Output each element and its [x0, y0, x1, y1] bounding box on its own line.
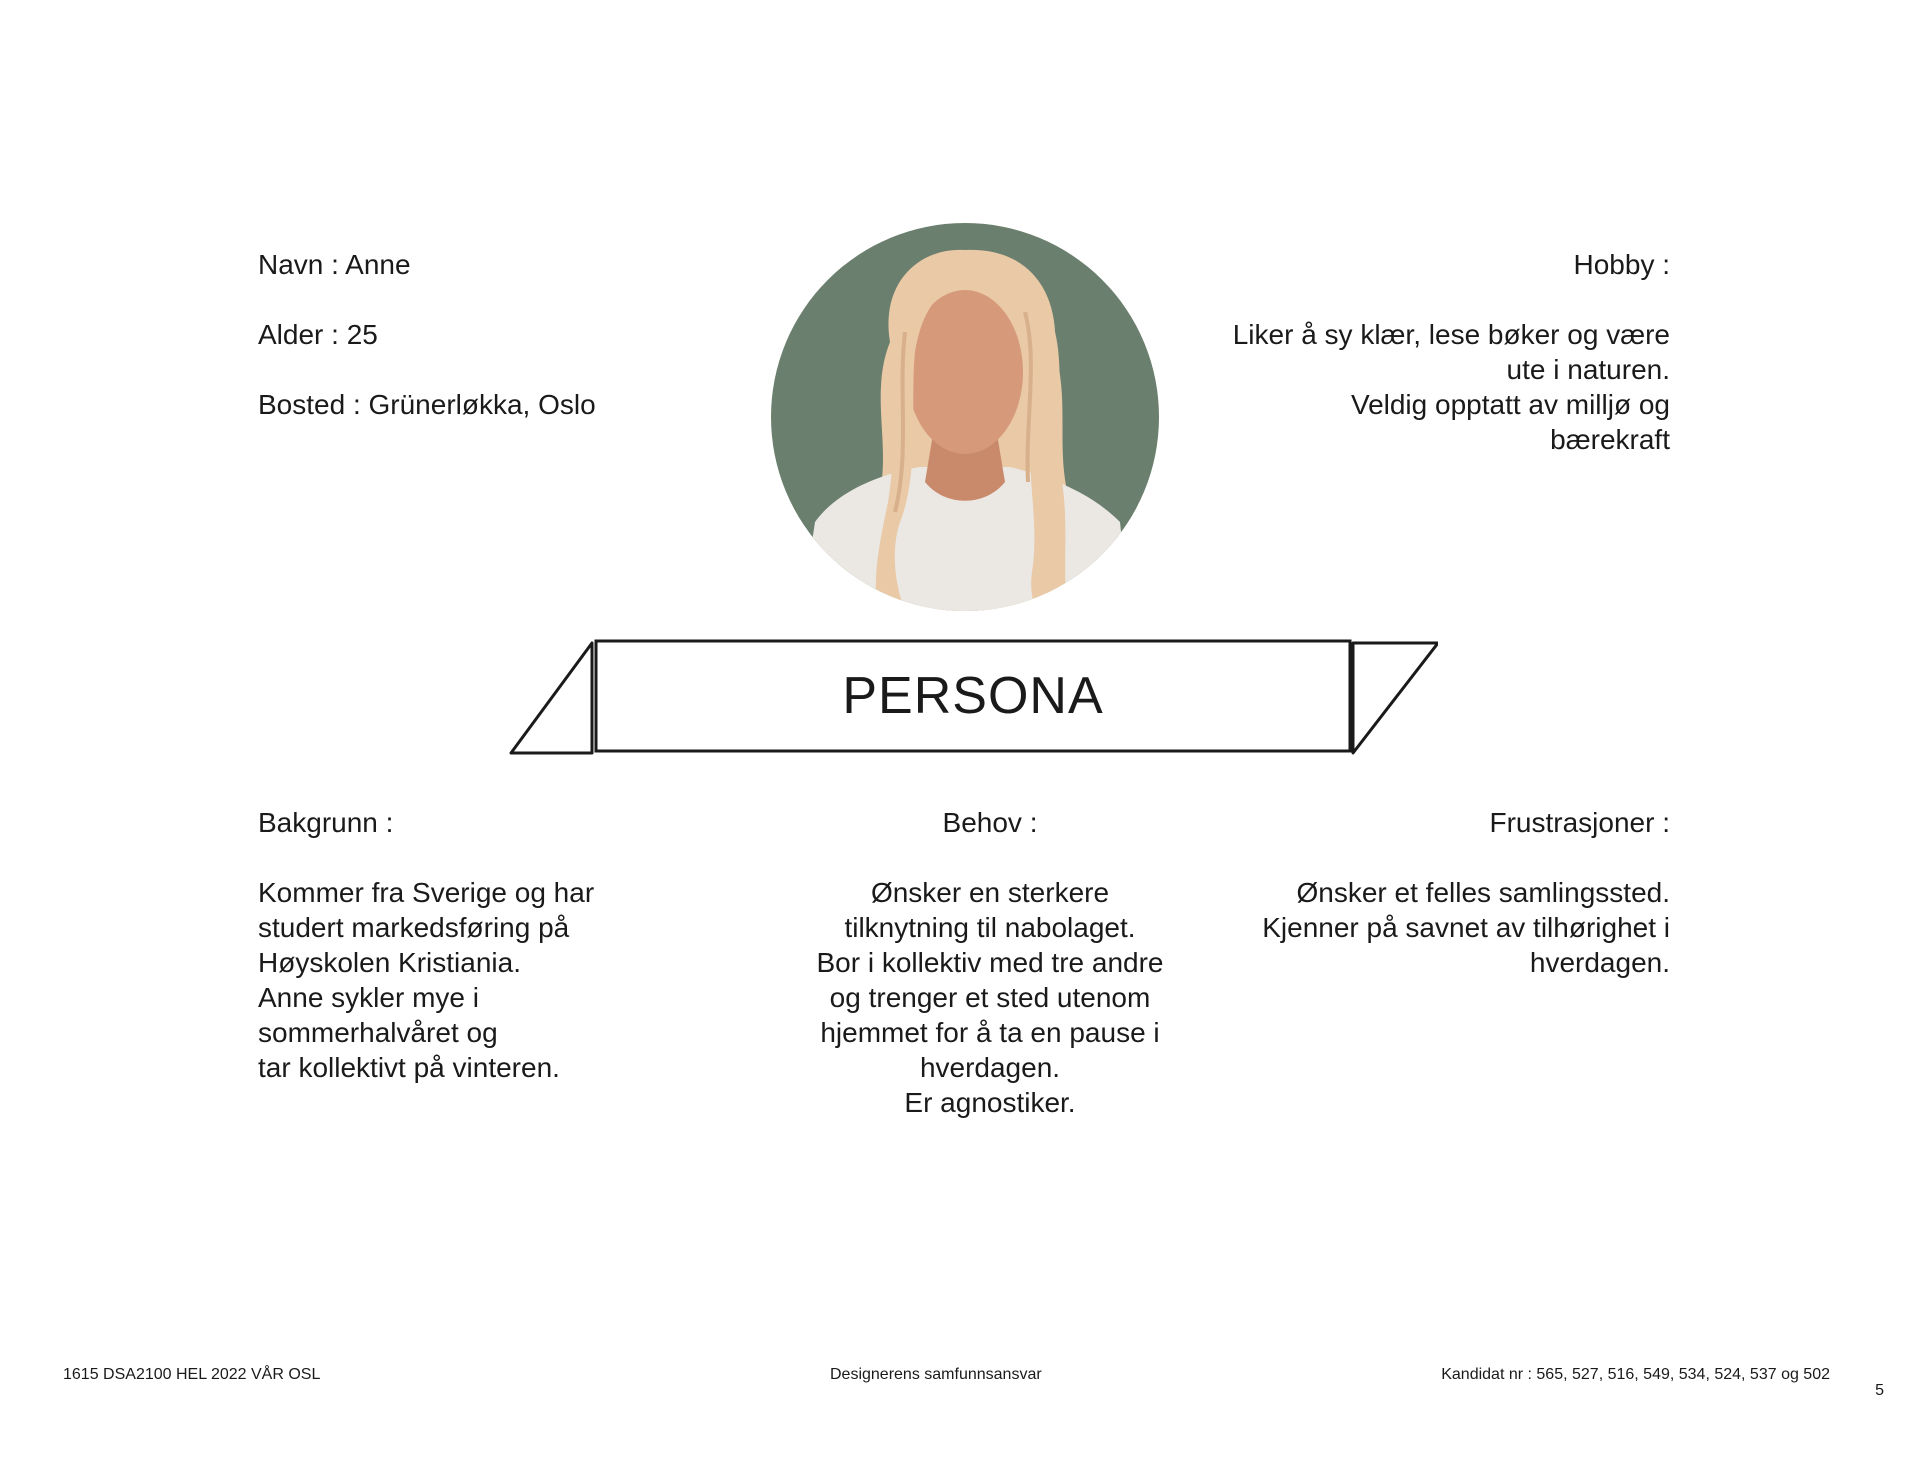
persona-title: PERSONA [842, 667, 1104, 725]
hobby-line: Veldig opptatt av milljø og [1350, 389, 1670, 420]
footer-course-title: Designerens samfunnsansvar [830, 1366, 1042, 1383]
background-line: Anne sykler mye i [258, 982, 479, 1013]
persona-avatar-illustration [770, 222, 1160, 612]
needs-heading: Behov : [942, 807, 1038, 838]
hobby-line: bærekraft [1550, 424, 1670, 455]
frustrations-line: hverdagen. [1529, 947, 1670, 978]
location-line: Bosted : Grünerløkka, Oslo [258, 389, 596, 420]
hobby-heading: Hobby : [1573, 249, 1670, 280]
background-heading: Bakgrunn : [258, 807, 394, 838]
frustrations-line: Ønsker et felles samlingssted. [1296, 877, 1670, 908]
persona-basic-info [258, 247, 678, 457]
needs-line: og trenger et sted utenom [829, 982, 1151, 1013]
hobby-section [1150, 247, 1670, 457]
background-line: Kommer fra Sverige og har [258, 877, 595, 908]
name-line: Navn : Anne [258, 249, 411, 280]
background-line: tar kollektivt på vinteren. [258, 1052, 560, 1083]
needs-line: hjemmet for å ta en pause i [820, 1017, 1160, 1048]
page-number: 5 [1875, 1382, 1884, 1399]
background-line: sommerhalvåret og [258, 1017, 498, 1048]
footer-candidate-numbers: Kandidat nr : 565, 527, 516, 549, 534, 524, 537 og 502 [1441, 1366, 1830, 1383]
footer-course-code: 1615 DSA2100 HEL 2022 VÅR OSL [63, 1366, 321, 1383]
background-line: studert markedsføring på [258, 912, 570, 943]
needs-line: tilknytning til nabolaget. [844, 912, 1136, 943]
background-line: Høyskolen Kristiania. [258, 947, 521, 978]
needs-section [790, 805, 1190, 1120]
needs-line: Er agnostiker. [904, 1087, 1076, 1118]
needs-line: Bor i kollektiv med tre andre [816, 947, 1164, 978]
background-section [258, 805, 678, 1085]
hobby-line: ute i naturen. [1506, 354, 1670, 385]
needs-line: hverdagen. [919, 1052, 1061, 1083]
frustrations-line: Kjenner på savnet av tilhørighet i [1262, 912, 1670, 943]
frustrations-section [1170, 805, 1670, 980]
needs-line: Ønsker en sterkere [870, 877, 1110, 908]
age-line: Alder : 25 [258, 319, 378, 350]
hobby-line: Liker å sy klær, lese bøker og være [1232, 319, 1670, 350]
frustrations-heading: Frustrasjoner : [1489, 807, 1670, 838]
